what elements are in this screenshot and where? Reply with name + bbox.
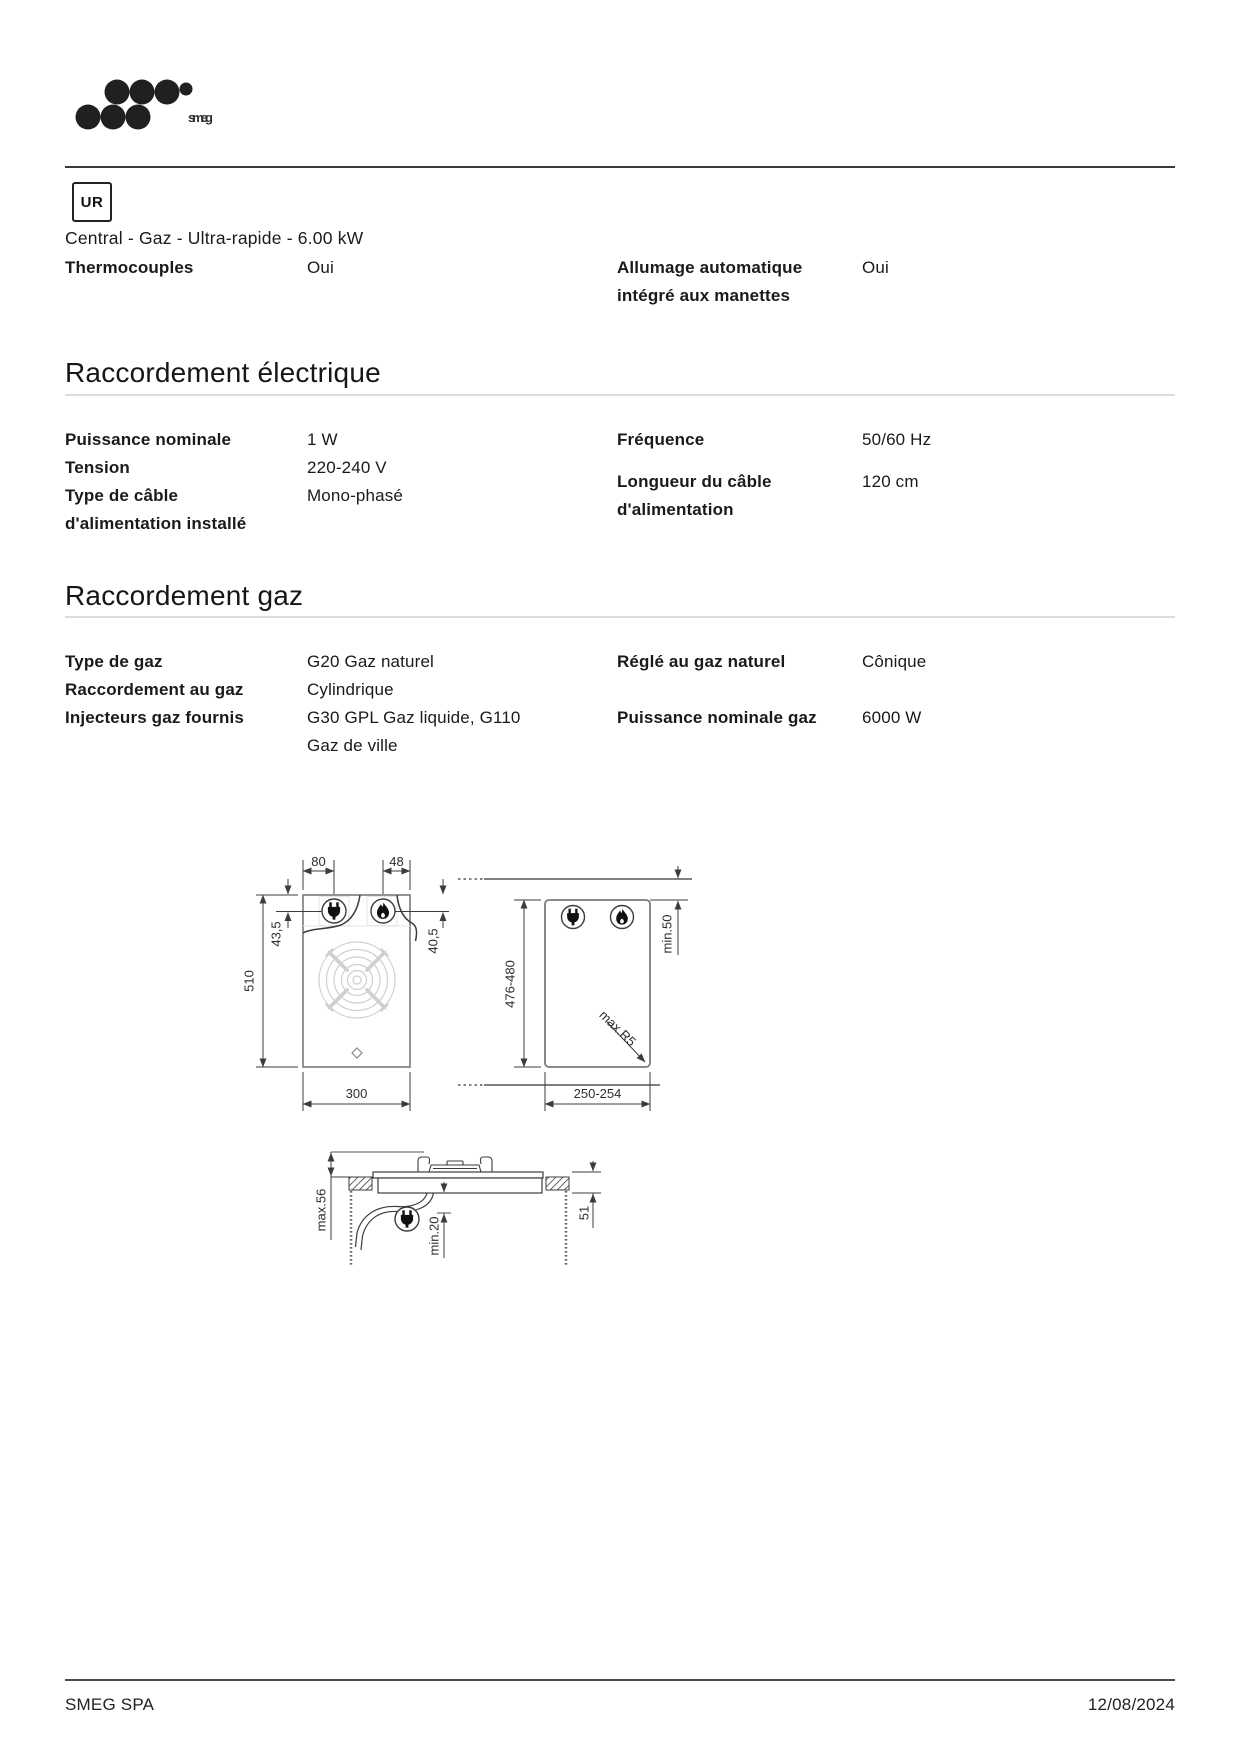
spec-value: Cônique <box>862 652 927 671</box>
model-badge-label: UR <box>80 193 104 211</box>
gas-specs-left <box>65 648 617 760</box>
spec-label: Allumage automatique intégré aux manettes <box>617 258 803 305</box>
section-title-gas: Raccordement gaz <box>65 580 304 611</box>
footer-rule <box>65 1679 1175 1681</box>
dim-label: max.56 <box>313 1188 329 1232</box>
spec-value: Oui <box>862 258 889 277</box>
side-view <box>313 1152 601 1266</box>
header-specs-right <box>617 254 1175 310</box>
dim-label: 51 <box>576 1205 592 1221</box>
spec-value: 220-240 V <box>307 458 387 477</box>
smeg-logo <box>60 58 380 153</box>
plan-view <box>241 854 449 1111</box>
spec-label: Puissance nominale gaz <box>617 708 817 727</box>
spec-value: Cylindrique <box>307 680 394 699</box>
header-specs-left <box>65 254 617 310</box>
spec-value: 50/60 Hz <box>862 430 932 449</box>
spec-label: Puissance nominale <box>65 430 232 449</box>
spec-label: Tension <box>65 458 130 477</box>
technical-drawings <box>220 750 720 1290</box>
dim-label: 48 <box>389 854 404 869</box>
dim-label: 300 <box>345 1086 368 1101</box>
section-gas-specs <box>65 648 1175 760</box>
footer-date: 12/08/2024 <box>1087 1695 1175 1714</box>
dim-label: max.R5 <box>596 1007 640 1050</box>
dim-label: 250-254 <box>573 1086 622 1101</box>
smeg-logo-dots <box>76 80 193 130</box>
smeg-logo-text: smeg <box>188 110 210 125</box>
section-electric-specs <box>65 426 1175 538</box>
spec-label: Fréquence <box>617 430 705 449</box>
electric-specs-left <box>65 426 617 538</box>
section-rule <box>65 394 1175 396</box>
dim-label: 476-480 <box>502 960 518 1008</box>
spec-label: Raccordement au gaz <box>65 680 244 699</box>
spec-value: 6000 W <box>862 708 922 727</box>
spec-value: 1 W <box>307 430 338 449</box>
spec-label: Thermocouples <box>65 258 194 277</box>
spec-label: Longueur du câble d'alimentation <box>617 472 772 519</box>
dim-label: 40,5 <box>425 928 441 954</box>
product-line: Central - Gaz - Ultra-rapide - 6.00 kW <box>65 228 364 248</box>
spec-label: Réglé au gaz naturel <box>617 652 786 671</box>
spec-label: Type de gaz <box>65 652 163 671</box>
electric-specs-right <box>617 426 1175 538</box>
footer-company: SMEG SPA <box>65 1695 155 1714</box>
spec-value: G30 GPL Gaz liquide, G110 Gaz de ville <box>307 708 521 755</box>
dim-label: min.20 <box>426 1216 442 1256</box>
dim-label: 43,5 <box>268 921 284 947</box>
section-rule <box>65 616 1175 618</box>
header-specs <box>65 254 1175 310</box>
spec-value: 120 cm <box>862 472 919 491</box>
spec-label: Injecteurs gaz fournis <box>65 708 245 727</box>
gas-specs-right <box>617 648 1175 760</box>
spec-value: Mono-phasé <box>307 486 404 505</box>
spec-value: Oui <box>307 258 334 277</box>
spec-label: Type de câble d'alimentation installé <box>65 486 247 533</box>
dim-label: 510 <box>241 970 257 992</box>
dim-label: min.50 <box>659 914 675 954</box>
cutout-view <box>458 866 692 1111</box>
dim-label: 80 <box>311 854 326 869</box>
section-title-electric: Raccordement électrique <box>65 357 381 388</box>
model-badge <box>72 182 112 222</box>
top-rule <box>65 166 1175 168</box>
spec-value: G20 Gaz naturel <box>307 652 434 671</box>
